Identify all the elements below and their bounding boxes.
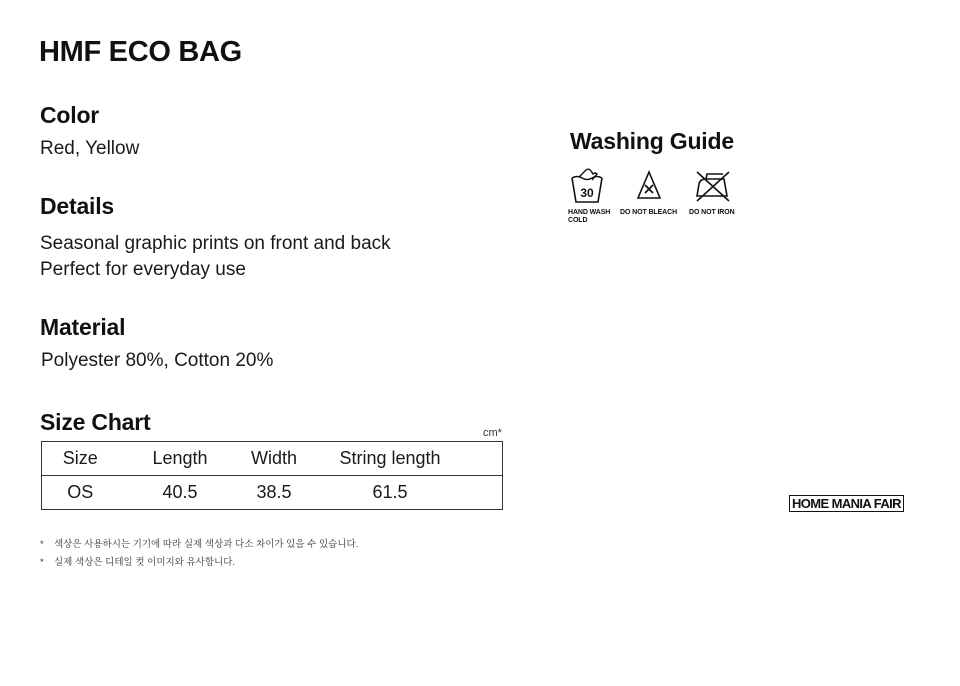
- note-text: 색상은 사용하시는 기기에 따라 실제 색상과 다소 차이가 있을 수 있습니다.: [54, 539, 359, 550]
- washing-guide-heading: Washing Guide: [570, 128, 734, 154]
- note-item: * 실제 색상은 디테일 컷 이미지와 유사합니다.: [40, 557, 236, 568]
- table-cell: OS: [42, 476, 119, 510]
- size-chart-table: [41, 441, 503, 510]
- size-chart-heading: Size Chart: [40, 409, 151, 435]
- table-row: [42, 476, 503, 510]
- note-item: * 색상은 사용하시는 기기에 따라 실제 색상과 다소 차이가 있을 수 있습니다.: [40, 539, 359, 550]
- table-spacer-cell: [474, 442, 503, 476]
- column-header: Length: [119, 442, 242, 476]
- wash-label: HAND WASH COLD: [568, 209, 611, 224]
- do-not-bleach-icon: [620, 168, 678, 206]
- wash-item-no-bleach: [620, 168, 678, 217]
- details-line: Perfect for everyday use: [40, 259, 246, 280]
- table-cell: 61.5: [307, 476, 474, 510]
- color-notes: [40, 536, 358, 572]
- color-heading: Color: [40, 102, 100, 128]
- column-header: Size: [42, 442, 119, 476]
- color-value: Red, Yellow: [40, 138, 140, 159]
- note-text: 실제 색상은 디테일 컷 이미지와 유사합니다.: [54, 557, 236, 568]
- hand-wash-30-icon: [568, 168, 606, 206]
- wash-label: DO NOT BLEACH: [620, 209, 678, 216]
- table-header-row: [42, 442, 503, 476]
- product-title: HMF ECO BAG: [39, 36, 242, 68]
- svg-text:30: 30: [580, 186, 594, 200]
- table-cell: 40.5: [119, 476, 242, 510]
- brand-logo: HOME MANIA FAIR: [789, 495, 904, 512]
- column-header: String length: [307, 442, 474, 476]
- details-text: [40, 231, 391, 283]
- wash-label: DO NOT IRON: [689, 209, 735, 216]
- details-line: Seasonal graphic prints on front and back: [40, 233, 391, 254]
- do-not-iron-icon: [689, 168, 737, 206]
- material-heading: Material: [40, 314, 126, 340]
- wash-item-hand-wash: [568, 168, 610, 225]
- table-cell: 38.5: [242, 476, 307, 510]
- wash-item-no-iron: [689, 168, 737, 217]
- table-spacer-cell: [474, 476, 503, 510]
- size-unit: cm*: [483, 427, 502, 439]
- material-value: Polyester 80%, Cotton 20%: [41, 350, 274, 371]
- column-header: Width: [242, 442, 307, 476]
- details-heading: Details: [40, 193, 115, 219]
